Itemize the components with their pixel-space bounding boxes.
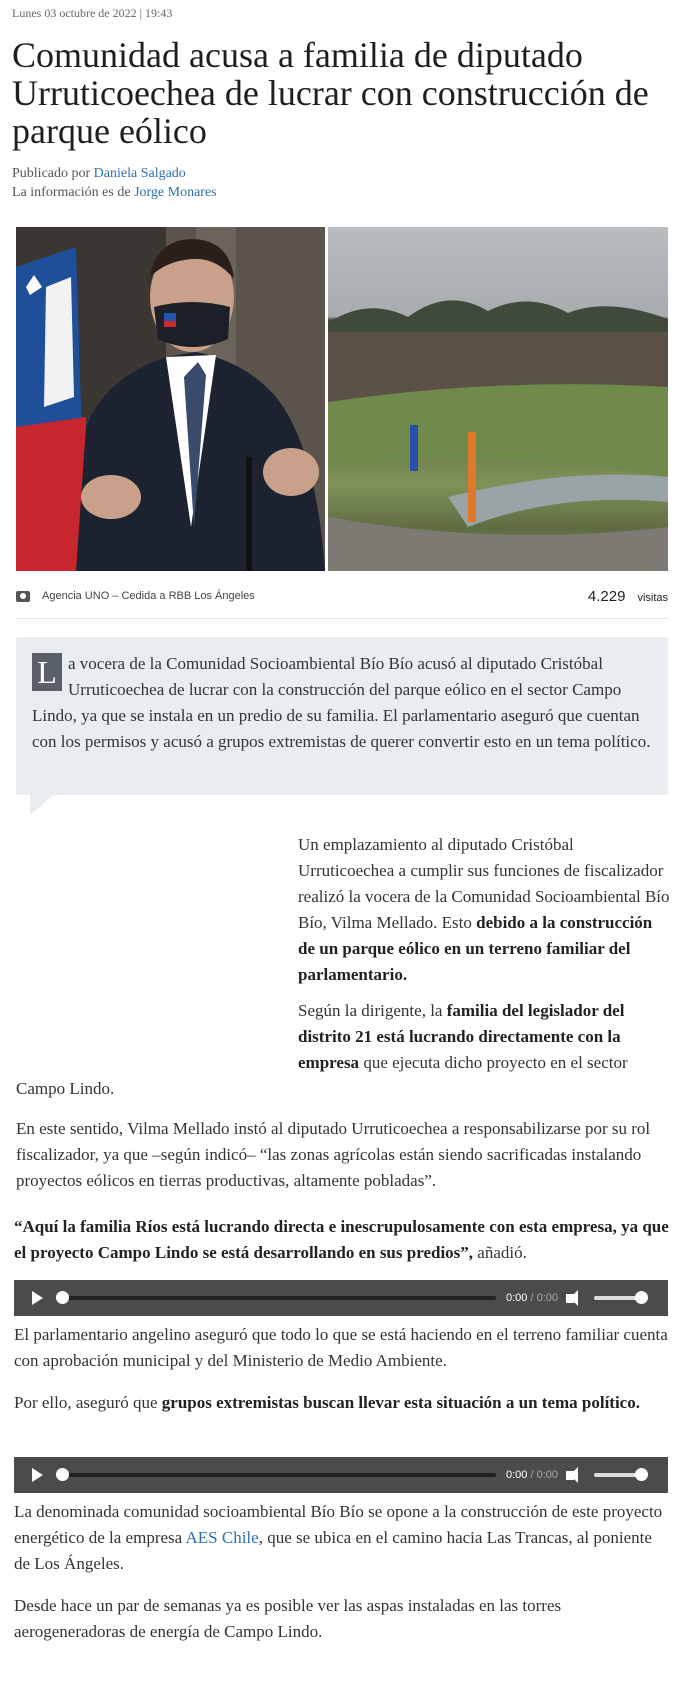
article-title: Comunidad acusa a familia de diputado Urruticoechea de lucrar con construcción de parque eólico xyxy=(12,35,649,151)
author-link[interactable]: Daniela Salgado xyxy=(93,166,186,181)
p8-text: Desde hace un par de semanas ya es posible ver las aspas instaladas en las torres aerogeneradoras de energía de Campo Lindo. xyxy=(14,1596,562,1641)
visits-counter xyxy=(588,588,668,605)
audio-duration: 0:00 xyxy=(536,1292,559,1304)
p7-text-a: La denominada comunidad socioambiental Bío Bío se opone a la construcción de este proyecto energético de la empresa xyxy=(14,1502,663,1547)
paragraph-2 xyxy=(298,998,670,1076)
volume-knob[interactable] xyxy=(635,1291,648,1304)
byline xyxy=(12,164,217,202)
article-date: Lunes 03 octubre de 2022 | 19:43 xyxy=(12,6,173,20)
audio-player-2[interactable] xyxy=(14,1457,668,1493)
camera-icon xyxy=(16,591,30,602)
audio-duration: 0:00 xyxy=(536,1469,559,1481)
p2-text-a: Según la dirigente, la xyxy=(298,1001,447,1020)
article-lead xyxy=(16,637,668,795)
info-by xyxy=(12,183,217,202)
paragraph-3 xyxy=(16,1116,670,1194)
audio-current-time: 0:00 xyxy=(506,1292,528,1304)
p6-bold: grupos extremistas buscan llevar esta situación a un tema político. xyxy=(161,1393,640,1412)
paragraph-1 xyxy=(298,832,670,988)
published-by xyxy=(12,164,217,183)
photo-credit: Agencia UNO – Cedida a RBB Los Ángeles xyxy=(42,590,255,602)
photo-field xyxy=(328,227,668,571)
p4-bold: “Aquí la familia Ríos está lucrando directa e inescrupulosamente con esta empresa, ya que el proyecto Campo Lindo se está desarrollando en sus predios”, xyxy=(14,1217,669,1262)
audio-time xyxy=(506,1292,562,1304)
p2-text-b: que ejecuta dicho proyecto en el sector xyxy=(359,1053,628,1072)
audio-time-separator: / xyxy=(530,1292,534,1304)
p3-text: En este sentido, Vilma Mellado instó al diputado Urruticoechea a responsabilizarse por su rol fiscalizador, ya que –según indicó– “las zonas agrícolas están siendo sacrificadas instalando proyectos eólicos en tierras productivas, altamente pobladas”. xyxy=(16,1119,651,1190)
published-by-prefix: Publicado por xyxy=(12,166,91,181)
paragraph-quote xyxy=(14,1214,670,1266)
audio-progress-knob[interactable] xyxy=(56,1291,69,1304)
p7-text-b: , que se ubica en el camino hacia Las Trancas, al poniente de Los Ángeles. xyxy=(14,1528,652,1573)
lead-text: a vocera de la Comunidad Socioambiental Bío Bío acusó al diputado Cristóbal Urruticoechea de lucrar con la construcción del parque eólico en el sector Campo Lindo, ya que se instala en un predio de su familia. El parlamentario aseguró que cuentan con los permisos y acusó a grupos extremistas de querer convertir esto en un tema político. xyxy=(32,654,651,751)
audio-player-1[interactable] xyxy=(14,1280,668,1316)
divider xyxy=(16,618,668,619)
play-icon[interactable] xyxy=(32,1468,43,1482)
audio-progress-track[interactable] xyxy=(59,1296,496,1300)
photo-deputy xyxy=(16,227,325,571)
audio-current-time: 0:00 xyxy=(506,1469,528,1481)
paragraph-8 xyxy=(14,1593,670,1645)
deputy-illustration xyxy=(16,227,325,571)
audio-progress-track[interactable] xyxy=(59,1473,496,1477)
p1-bold: debido a la construcción de un parque eólico en un terreno familiar del parlamentario. xyxy=(298,913,653,984)
p2-text-c: Campo Lindo. xyxy=(16,1079,115,1098)
source-author-link[interactable]: Jorge Monares xyxy=(134,185,217,200)
p2-bold: familia del legislador del distrito 21 está lucrando directamente con la empresa xyxy=(298,1001,625,1072)
visits-count: 4.229 xyxy=(587,587,626,605)
info-by-prefix: La información es de xyxy=(12,185,131,200)
volume-slider[interactable] xyxy=(594,1473,642,1477)
volume-icon[interactable] xyxy=(566,1471,574,1480)
visits-label: visitas xyxy=(637,591,668,604)
article-photo[interactable] xyxy=(16,227,668,571)
dropcap: L xyxy=(32,653,62,691)
volume-icon[interactable] xyxy=(566,1294,574,1303)
audio-time-separator: / xyxy=(530,1469,534,1481)
p4-text: añadió. xyxy=(473,1243,527,1262)
paragraph-5 xyxy=(14,1322,670,1374)
paragraph-7 xyxy=(14,1499,670,1577)
photo-caption-row xyxy=(16,585,668,607)
p6-text: Por ello, aseguró que xyxy=(14,1393,162,1412)
lead-tail xyxy=(30,795,54,815)
aes-chile-link[interactable]: AES Chile xyxy=(185,1528,259,1547)
field-illustration xyxy=(328,227,668,571)
audio-progress-knob[interactable] xyxy=(56,1468,69,1481)
volume-slider[interactable] xyxy=(594,1296,642,1300)
paragraph-6 xyxy=(14,1390,670,1416)
p1-text: Un emplazamiento al diputado Cristóbal Urruticoechea a cumplir sus funciones de fiscalizador realizó la vocera de la Comunidad Socioambiental Bío Bío, Vilma Mellado. Esto xyxy=(298,835,670,932)
p5-text: El parlamentario angelino aseguró que todo lo que se está haciendo en el terreno familiar cuenta con aprobación municipal y del Ministerio de Medio Ambiente. xyxy=(14,1325,668,1370)
audio-time xyxy=(506,1469,562,1481)
play-icon[interactable] xyxy=(32,1291,43,1305)
volume-knob[interactable] xyxy=(635,1468,648,1481)
paragraph-2-end xyxy=(16,1076,316,1102)
